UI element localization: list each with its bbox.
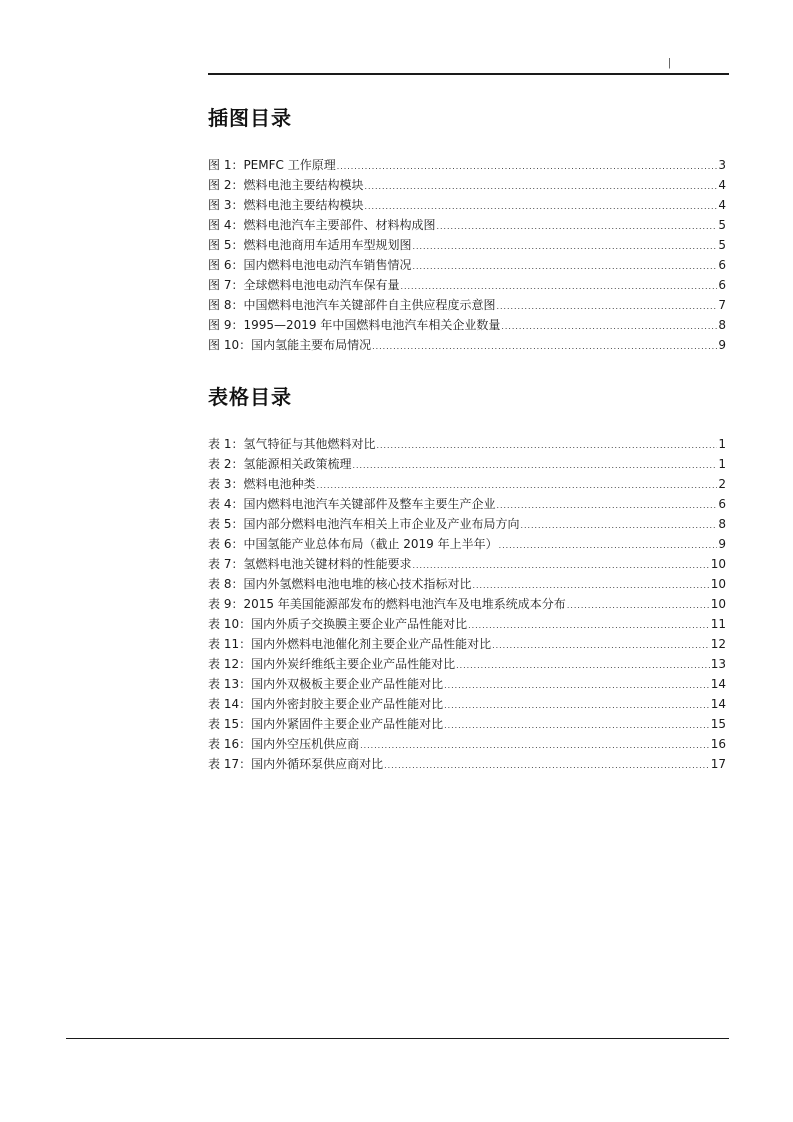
table-toc-entry[interactable] bbox=[208, 694, 726, 714]
figures-toc-title: 插图目录 bbox=[208, 106, 292, 130]
table-toc-entry-page-number: 12 bbox=[710, 637, 726, 651]
figure-toc-entry-label: 图 10：国内氢能主要布局情况 bbox=[208, 338, 372, 352]
figure-toc-entry-page-number: 8 bbox=[718, 318, 726, 332]
figure-toc-entry-page-number: 5 bbox=[718, 218, 726, 232]
dot-leader bbox=[412, 236, 717, 255]
dot-leader bbox=[364, 176, 717, 195]
figure-toc-entry-label: 图 2：燃料电池主要结构模块 bbox=[208, 178, 364, 192]
table-toc-entry[interactable] bbox=[208, 454, 726, 474]
footer-rule bbox=[66, 1038, 729, 1039]
table-toc-entry[interactable] bbox=[208, 634, 726, 654]
dot-leader bbox=[436, 216, 717, 235]
dot-leader bbox=[316, 475, 717, 494]
figure-toc-entry-page-number: 7 bbox=[718, 298, 726, 312]
figure-toc-entry[interactable] bbox=[208, 335, 726, 355]
dot-leader bbox=[496, 296, 717, 315]
table-toc-entry[interactable] bbox=[208, 714, 726, 734]
table-toc-entry[interactable] bbox=[208, 514, 726, 534]
dot-leader bbox=[496, 495, 717, 514]
table-toc-entry-page-number: 9 bbox=[718, 537, 726, 551]
tables-toc-list bbox=[208, 434, 726, 774]
figure-toc-entry[interactable] bbox=[208, 215, 726, 235]
table-toc-entry-label: 表 5：国内部分燃料电池汽车相关上市企业及产业布局方向 bbox=[208, 517, 520, 531]
table-toc-entry-page-number: 14 bbox=[710, 697, 726, 711]
dot-leader bbox=[376, 435, 717, 454]
figure-toc-entry[interactable] bbox=[208, 175, 726, 195]
table-toc-entry-page-number: 6 bbox=[718, 497, 726, 511]
figure-toc-entry-label: 图 4：燃料电池汽车主要部件、材料构成图 bbox=[208, 218, 436, 232]
figure-toc-entry-label: 图 6：国内燃料电池电动汽车销售情况 bbox=[208, 258, 412, 272]
dot-leader bbox=[520, 515, 717, 534]
figure-toc-entry[interactable] bbox=[208, 315, 726, 335]
table-toc-entry-label: 表 4：国内燃料电池汽车关键部件及整车主要生产企业 bbox=[208, 497, 496, 511]
tables-toc-title: 表格目录 bbox=[208, 385, 292, 409]
table-toc-entry-label: 表 17：国内外循环泵供应商对比 bbox=[208, 757, 384, 771]
dot-leader bbox=[499, 535, 718, 554]
figure-toc-entry[interactable] bbox=[208, 195, 726, 215]
table-toc-entry-label: 表 7：氢燃料电池关键材料的性能要求 bbox=[208, 557, 412, 571]
table-toc-entry-label: 表 15：国内外紧固件主要企业产品性能对比 bbox=[208, 717, 444, 731]
figure-toc-entry-page-number: 5 bbox=[718, 238, 726, 252]
table-toc-entry[interactable] bbox=[208, 494, 726, 514]
table-toc-entry[interactable] bbox=[208, 654, 726, 674]
dot-leader bbox=[412, 256, 717, 275]
table-toc-entry-page-number: 10 bbox=[710, 557, 726, 571]
dot-leader bbox=[501, 316, 717, 335]
figure-toc-entry-page-number: 4 bbox=[718, 178, 726, 192]
header-mark: | bbox=[668, 57, 671, 69]
table-toc-entry-label: 表 1：氢气特征与其他燃料对比 bbox=[208, 437, 376, 451]
dot-leader bbox=[412, 555, 709, 574]
table-toc-entry-page-number: 8 bbox=[718, 517, 726, 531]
table-toc-entry-label: 表 16：国内外空压机供应商 bbox=[208, 737, 360, 751]
dot-leader bbox=[472, 575, 709, 594]
figures-toc-list bbox=[208, 155, 726, 355]
dot-leader bbox=[468, 615, 710, 634]
table-toc-entry-label: 表 8：国内外氢燃料电池电堆的核心技术指标对比 bbox=[208, 577, 472, 591]
figure-toc-entry-label: 图 9：1995—2019 年中国燃料电池汽车相关企业数量 bbox=[208, 318, 501, 332]
dot-leader bbox=[444, 695, 710, 714]
table-toc-entry-label: 表 11：国内外燃料电池催化剂主要企业产品性能对比 bbox=[208, 637, 492, 651]
header-rule bbox=[208, 73, 729, 75]
table-toc-entry[interactable] bbox=[208, 554, 726, 574]
table-toc-entry-page-number: 1 bbox=[718, 457, 726, 471]
figure-toc-entry-page-number: 6 bbox=[718, 258, 726, 272]
figure-toc-entry[interactable] bbox=[208, 235, 726, 255]
table-toc-entry-page-number: 10 bbox=[710, 577, 726, 591]
figure-toc-entry-page-number: 6 bbox=[718, 278, 726, 292]
table-toc-entry-label: 表 13：国内外双极板主要企业产品性能对比 bbox=[208, 677, 444, 691]
table-toc-entry[interactable] bbox=[208, 594, 726, 614]
table-toc-entry-page-number: 13 bbox=[710, 657, 726, 671]
figure-toc-entry-label: 图 8：中国燃料电池汽车关键部件自主供应程度示意图 bbox=[208, 298, 496, 312]
dot-leader bbox=[372, 336, 717, 355]
dot-leader bbox=[456, 655, 710, 674]
dot-leader bbox=[444, 715, 710, 734]
table-toc-entry-label: 表 9：2015 年美国能源部发布的燃料电池汽车及电堆系统成本分布 bbox=[208, 597, 566, 611]
figure-toc-entry[interactable] bbox=[208, 275, 726, 295]
figure-toc-entry-page-number: 9 bbox=[718, 338, 726, 352]
table-toc-entry-page-number: 14 bbox=[710, 677, 726, 691]
dot-leader bbox=[567, 595, 710, 614]
table-toc-entry[interactable] bbox=[208, 534, 726, 554]
table-toc-entry[interactable] bbox=[208, 614, 726, 634]
figure-toc-entry[interactable] bbox=[208, 155, 726, 175]
figure-toc-entry-page-number: 4 bbox=[718, 198, 726, 212]
table-toc-entry-page-number: 11 bbox=[710, 617, 726, 631]
table-toc-entry-label: 表 2：氢能源相关政策梳理 bbox=[208, 457, 352, 471]
dot-leader bbox=[360, 735, 710, 754]
figure-toc-entry-label: 图 5：燃料电池商用车适用车型规划图 bbox=[208, 238, 412, 252]
table-toc-entry-page-number: 10 bbox=[710, 597, 726, 611]
table-toc-entry-label: 表 12：国内外炭纤维纸主要企业产品性能对比 bbox=[208, 657, 456, 671]
table-toc-entry-page-number: 2 bbox=[718, 477, 726, 491]
table-toc-entry-page-number: 17 bbox=[710, 757, 726, 771]
figure-toc-entry-page-number: 3 bbox=[718, 158, 726, 172]
figure-toc-entry-label: 图 3：燃料电池主要结构模块 bbox=[208, 198, 364, 212]
dot-leader bbox=[384, 755, 710, 774]
figure-toc-entry-label: 图 7：全球燃料电池电动汽车保有量 bbox=[208, 278, 400, 292]
dot-leader bbox=[364, 196, 717, 215]
dot-leader bbox=[337, 156, 718, 175]
table-toc-entry-label: 表 3：燃料电池种类 bbox=[208, 477, 316, 491]
dot-leader bbox=[352, 455, 717, 474]
table-toc-entry[interactable] bbox=[208, 674, 726, 694]
figure-toc-entry[interactable] bbox=[208, 295, 726, 315]
table-toc-entry-label: 表 10：国内外质子交换膜主要企业产品性能对比 bbox=[208, 617, 468, 631]
figure-toc-entry-label: 图 1：PEMFC 工作原理 bbox=[208, 158, 336, 172]
table-toc-entry[interactable] bbox=[208, 754, 726, 774]
dot-leader bbox=[400, 276, 717, 295]
dot-leader bbox=[444, 675, 710, 694]
table-toc-entry-label: 表 14：国内外密封胶主要企业产品性能对比 bbox=[208, 697, 444, 711]
table-toc-entry-page-number: 15 bbox=[710, 717, 726, 731]
table-toc-entry[interactable] bbox=[208, 734, 726, 754]
figure-toc-entry[interactable] bbox=[208, 255, 726, 275]
table-toc-entry[interactable] bbox=[208, 474, 726, 494]
table-toc-entry-page-number: 1 bbox=[718, 437, 726, 451]
table-toc-entry-page-number: 16 bbox=[710, 737, 726, 751]
table-toc-entry[interactable] bbox=[208, 434, 726, 454]
table-toc-entry-label: 表 6：中国氢能产业总体布局（截止 2019 年上半年） bbox=[208, 537, 498, 551]
dot-leader bbox=[492, 635, 710, 654]
table-toc-entry[interactable] bbox=[208, 574, 726, 594]
